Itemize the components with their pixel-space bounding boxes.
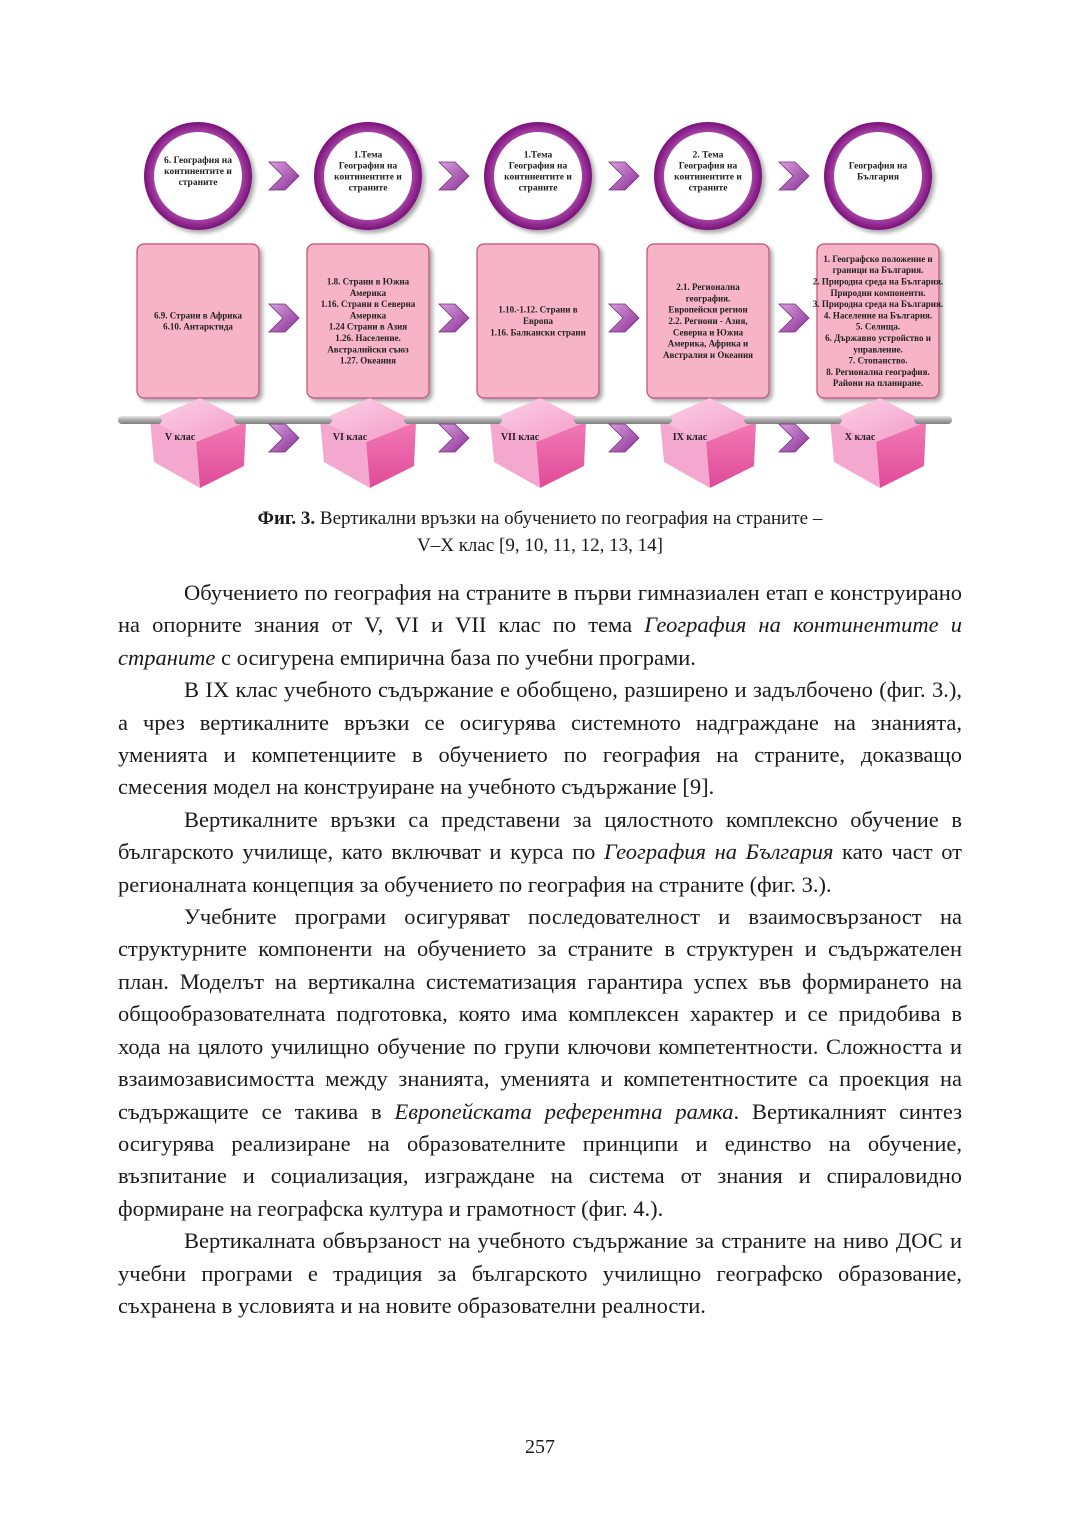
stage-circle-label: страните bbox=[348, 183, 388, 194]
timeline-rod-segment bbox=[744, 416, 768, 424]
chevron-right-icon bbox=[609, 162, 639, 190]
content-box-line: Северна и Южна bbox=[672, 327, 744, 338]
grade-label: IX клас bbox=[672, 432, 708, 443]
paragraph-4-text-b: . Вертикалният синтез осигурява реализиране на образователните принципи и единство на обучение, възпитание и социализация, изграждане на система от знания и спираловидно формиране на географска култура и грамотност (фиг. 4.). bbox=[118, 1098, 962, 1221]
body-text bbox=[118, 577, 962, 1322]
chevron-right-icon bbox=[779, 304, 809, 332]
content-box-line: география. bbox=[685, 293, 731, 304]
paragraph-3-italic: География на България bbox=[603, 839, 834, 865]
chevron-right-icon bbox=[439, 424, 469, 452]
stage-circle-label: континентите и bbox=[504, 172, 572, 183]
paragraph-1-text-b: с осигурена емпирична база по учебни програми. bbox=[215, 644, 696, 670]
timeline-rod-segment bbox=[478, 416, 502, 424]
stage-circle-label: 1.Тема bbox=[523, 150, 553, 161]
content-box-line: Америка bbox=[349, 287, 387, 298]
stage-circle-label: страните bbox=[688, 183, 728, 194]
paragraph-4 bbox=[118, 901, 962, 1225]
chevron-right-icon bbox=[609, 424, 639, 452]
grade-label: VII клас bbox=[500, 432, 540, 443]
stage-circle-label: континентите и bbox=[674, 172, 742, 183]
chevron-right-icon bbox=[269, 424, 299, 452]
content-box-line: 8. Регионална география. bbox=[826, 366, 930, 377]
content-box-line: 1. Географско положение и bbox=[823, 253, 933, 264]
stage-circle-label: страните bbox=[178, 178, 218, 188]
paragraph-5: Вертикалната обвързаност на учебното съдържание за страните на ниво ДОС и учебни програми е традиция за българското училищно географско образование, съхранена в условията и на новите образователни реалности. bbox=[118, 1228, 962, 1318]
content-box-line: 2. Природна среда на България. bbox=[812, 276, 944, 287]
paragraph-1-italic: География на континентите и страните bbox=[118, 612, 962, 670]
figure-caption bbox=[120, 505, 960, 559]
chevron-right-icon bbox=[439, 162, 469, 190]
chevron-right-icon bbox=[269, 304, 299, 332]
content-box-line: Природни компоненти. bbox=[830, 287, 926, 298]
timeline-rod-segment bbox=[818, 416, 842, 424]
chevron-right-icon bbox=[439, 304, 469, 332]
caption-label: Фиг. 3. bbox=[257, 508, 316, 529]
stage-circle-label: География на bbox=[508, 161, 568, 172]
content-box-line: 1.16. Страни в Северна bbox=[320, 299, 416, 310]
grade-label: VI клас bbox=[332, 432, 368, 443]
stage-circle-label: География на bbox=[678, 161, 738, 172]
content-box-line: Европа bbox=[522, 316, 554, 326]
content-box-line: 6.9. Страни в Африка bbox=[153, 310, 243, 321]
paragraph-3-text-a: Вертикалните връзки са представени за цялостното комплексно обучение в българското училище, като включват и курса по bbox=[118, 806, 962, 865]
content-box-line: 1.8. Страни в Южна bbox=[326, 276, 410, 287]
content-box-line: 1.27. Океания bbox=[340, 355, 396, 366]
stage-circle-label: континентите и bbox=[164, 167, 232, 177]
paragraph-3-text-b: като част от регионалната концепция за обучението по география на страните (фиг. 3.). bbox=[118, 839, 962, 897]
timeline-rod-segment bbox=[234, 416, 258, 424]
content-box-line: граници на България. bbox=[832, 265, 924, 276]
content-box-line: Райони на планиране. bbox=[832, 378, 924, 389]
grade-label: V клас bbox=[164, 432, 196, 443]
caption-line-2: V–X клас [9, 10, 11, 12, 13, 14] bbox=[417, 535, 663, 556]
content-box-line: Европейски регион bbox=[668, 304, 748, 315]
stage-circle-label: България bbox=[856, 172, 900, 183]
content-box-line: 1.26. Население. bbox=[335, 332, 401, 343]
caption-line-1: Вертикални връзки на обучението по география на страните – bbox=[315, 508, 823, 529]
chevron-right-icon bbox=[609, 304, 639, 332]
timeline-rod-segment bbox=[648, 416, 672, 424]
content-box-line: Америка bbox=[349, 310, 387, 321]
content-box-line: 7. Стопанство. bbox=[848, 355, 908, 366]
stage-circle-label: География на bbox=[848, 161, 908, 172]
content-box-line: 4. Население на България. bbox=[823, 310, 933, 321]
stage-circle-label: 6. География на bbox=[164, 156, 232, 166]
content-box-line: 6.10. Антарктида bbox=[163, 321, 233, 332]
content-box-line: Австралия и Океания bbox=[662, 349, 754, 360]
timeline-rod-segment bbox=[574, 416, 598, 424]
content-box-line: 5. Селища. bbox=[855, 321, 901, 332]
paragraph-3 bbox=[118, 804, 962, 901]
page-number: 257 bbox=[525, 1436, 555, 1458]
content-box-line: 3. Природна среда на България. bbox=[812, 299, 944, 310]
content-box-line: управление. bbox=[853, 344, 903, 355]
chevron-right-icon bbox=[269, 162, 299, 190]
content-box-line: Австралийски съюз bbox=[327, 344, 409, 355]
timeline-rod-segment bbox=[308, 416, 332, 424]
content-box-line: 6. Държавно устройство и bbox=[825, 332, 931, 343]
content-box-line: Америка, Африка и bbox=[667, 338, 749, 349]
content-box-line: 2.2. Региони - Азия, bbox=[668, 316, 748, 326]
content-box-line: 1.10.-1.12. Страни в bbox=[498, 304, 578, 315]
paragraph-4-italic: Европейската референтна рамка bbox=[394, 1098, 734, 1124]
paragraph-2: В IX клас учебното съдържание е обобщено, разширено и задълбочено (фиг. 3.), а чрез вертикалните връзки се осигурява системното надграждане на знанията, уменията и компетенциите в обучението по география на страните, доказващо смесения модел на конструиране на учебното съдържание [9]. bbox=[118, 677, 962, 800]
stage-circle-label: География на bbox=[338, 161, 398, 172]
timeline-rod-segment bbox=[138, 416, 162, 424]
content-box-line: 2.1. Регионална bbox=[676, 282, 740, 293]
chevron-right-icon bbox=[779, 162, 809, 190]
stage-circle-label: 1.Тема bbox=[353, 150, 383, 161]
paragraph-1-text-a: Обучението по география на страните в първи гимназиален етап е конструирано на опорните знания от V, VI и VII клас по тема bbox=[118, 580, 962, 638]
content-box-line: 1.16. Балкански страни bbox=[490, 327, 586, 338]
figure-3-diagram bbox=[110, 118, 970, 498]
paragraph-4-text-a: Учебните програми осигуряват последователност и взаимосвързаност на структурните компоненти на обучението за страните в структурен и съдържателен план. Моделът на вертикална систематизация гарантира успех във формирането на общообразователната подготовка, която има комплексен характер и се придобива в хода на цялото училищно обучение по групи ключови компетентности. Сложността и взаимозависимостта между знанията, уменията и компетентностите са проекция на съдържащите се такива в bbox=[118, 904, 962, 1124]
content-box-line: 1.24 Страни в Азия bbox=[328, 321, 408, 332]
stage-circle-label: страните bbox=[518, 183, 558, 194]
stage-circle-label: континентите и bbox=[334, 172, 402, 183]
chevron-right-icon bbox=[779, 424, 809, 452]
timeline-rod-segment bbox=[914, 416, 938, 424]
paragraph-1 bbox=[118, 577, 962, 674]
stage-circle-label: 2. Тема bbox=[692, 150, 724, 161]
timeline-rod-segment bbox=[404, 416, 428, 424]
grade-label: X клас bbox=[844, 432, 876, 443]
